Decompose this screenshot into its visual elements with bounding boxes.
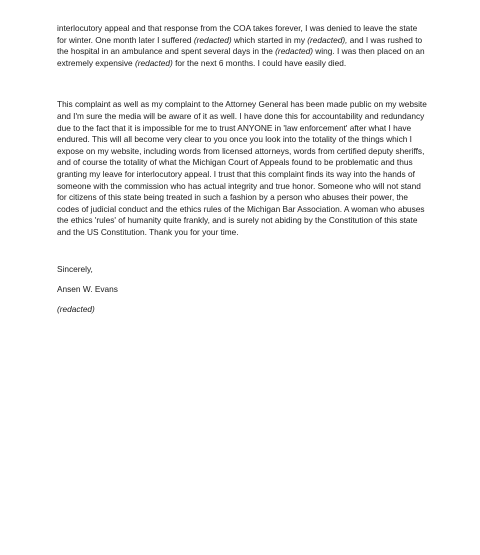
p1-seg-1: (redacted) [193,34,232,45]
letter-body [57,23,429,324]
p1-seg-7: (redacted) [134,57,173,68]
paragraph-complaint: This complaint as well as my complaint to the Attorney General has been made public on my website and I'm sure the media will be aware of it as well. I have done this for accountability and redundancy due to the fact that it is impossible for me to trust ANYONE in 'law enforcement' after what I have endured. This will all become very clear to you once you look into the totality of the things which I expose on my website, including words from licensed attorneys, words from certified deputy sheriffs, and of course the totality of what the Michigan Court of Appeals found to be problematic and thus granting my leave for interlocutory appeal. I trust that this complaint finds its way into the hands of someone with the commission who has actual integrity and true honor. Someone who will not stand for citizens of this state being treated in such a fashion by a person who abuses their power, the codes of judicial conduct and the ethics rules of the Michigan Bar Association. A woman who abuses the ethics 'rules' of humanity quite frankly, and is surely not abiding by the Constitution of this state and the US Constitution. Thank you for your time. [57,99,427,237]
p1-seg-3: (redacted), [307,34,348,45]
paragraph-medical-event [57,23,429,69]
p1-seg-8: for the next 6 months. I could have easily died. [172,57,347,68]
p1-seg-0: interlocutory appeal and that response from the COA takes forever, I was denied to leave the state for winter. One month later I suffered [57,23,418,45]
signature-redacted: (redacted) [57,303,95,314]
signature-name: Ansen W. Evans [57,283,118,294]
p1-seg-6: wing. I was then placed on an extremely expensive [57,46,425,68]
p1-seg-4: and I was rushed to the hospital in an ambulance and spent several days in the [57,34,423,57]
p1-seg-5: (redacted) [275,46,313,57]
closing-salutation: Sincerely, [57,263,93,274]
p1-seg-2: which started in my [231,34,308,45]
